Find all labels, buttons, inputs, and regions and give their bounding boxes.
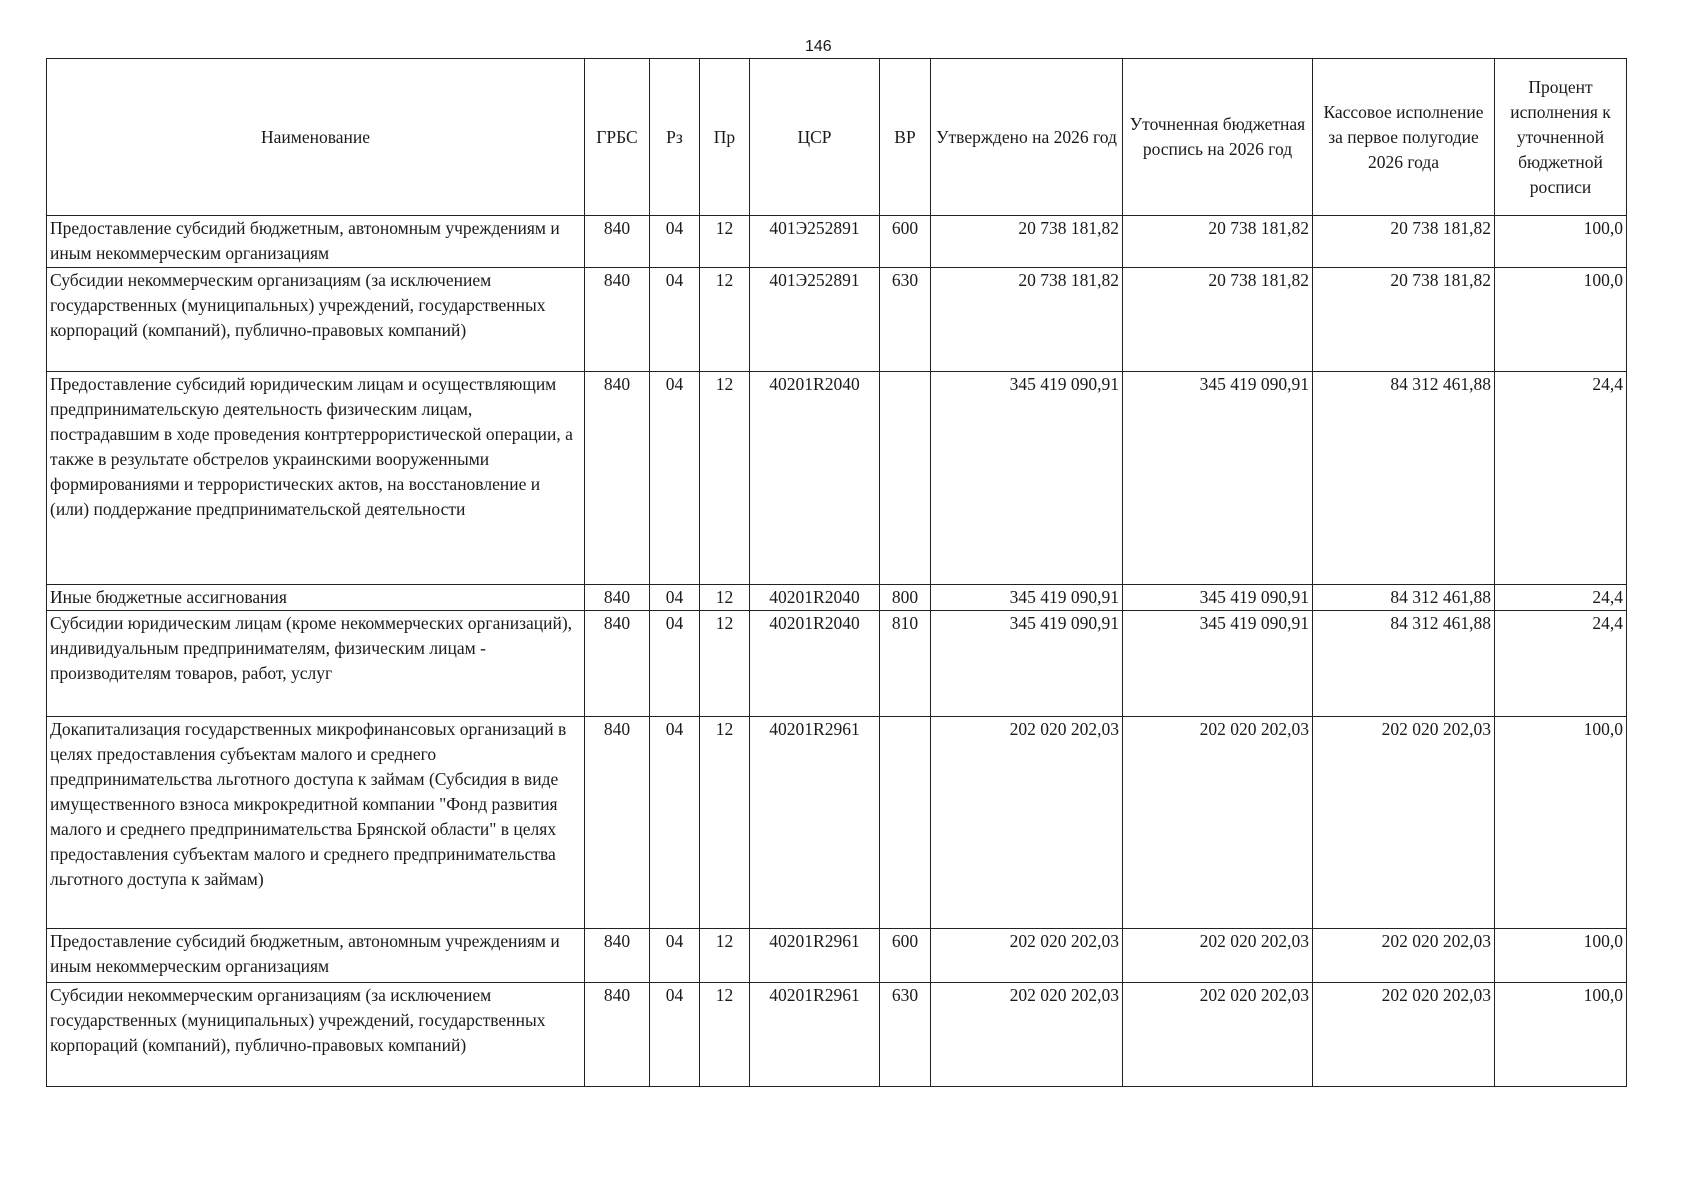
table-row — [47, 268, 1627, 372]
row-rz: 04 — [650, 611, 700, 717]
header-cash: Кассовое исполнение за первое полугодие 2026 года — [1313, 59, 1495, 216]
row-csr: 40201R2040 — [750, 585, 880, 611]
row-cash: 202 020 202,03 — [1313, 717, 1495, 929]
row-grbs: 840 — [585, 585, 650, 611]
row-name: Предоставление субсидий бюджетным, автономным учреждениям и иным некоммерческим организациям — [47, 216, 585, 268]
row-rz: 04 — [650, 717, 700, 929]
row-name: Предоставление субсидий юридическим лицам и осуществляющим предпринимательскую деятельность физическим лицам, пострадавшим в ходе проведения контртеррористической операции, а также в результате обстрелов украинскими вооруженными формированиями и террористических актов, на восстановление и (или) поддержание предпринимательской деятельности — [47, 372, 585, 585]
row-percent: 24,4 — [1495, 585, 1627, 611]
row-refined: 345 419 090,91 — [1123, 372, 1313, 585]
row-vr: 600 — [880, 929, 931, 983]
page-number: 146 — [805, 38, 832, 55]
row-approved: 20 738 181,82 — [931, 216, 1123, 268]
row-csr: 401Э252891 — [750, 216, 880, 268]
row-grbs: 840 — [585, 611, 650, 717]
row-name: Субсидии некоммерческим организациям (за исключением государственных (муниципальных) учреждений, государственных корпораций (компаний), публично-правовых компаний) — [47, 983, 585, 1087]
header-approved: Утверждено на 2026 год — [931, 59, 1123, 216]
row-csr: 40201R2040 — [750, 611, 880, 717]
row-refined: 345 419 090,91 — [1123, 585, 1313, 611]
row-approved: 345 419 090,91 — [931, 372, 1123, 585]
row-cash: 202 020 202,03 — [1313, 929, 1495, 983]
row-approved: 345 419 090,91 — [931, 611, 1123, 717]
table-row — [47, 585, 1627, 611]
row-cash: 84 312 461,88 — [1313, 611, 1495, 717]
row-refined: 20 738 181,82 — [1123, 216, 1313, 268]
header-refined: Уточненная бюджетная роспись на 2026 год — [1123, 59, 1313, 216]
budget-table — [46, 58, 1627, 1087]
table-row — [47, 611, 1627, 717]
row-rz: 04 — [650, 372, 700, 585]
row-percent: 100,0 — [1495, 216, 1627, 268]
row-vr: 800 — [880, 585, 931, 611]
row-rz: 04 — [650, 268, 700, 372]
row-grbs: 840 — [585, 216, 650, 268]
row-rz: 04 — [650, 983, 700, 1087]
row-rz: 04 — [650, 585, 700, 611]
row-pr: 12 — [700, 268, 750, 372]
table-row — [47, 717, 1627, 929]
row-pr: 12 — [700, 983, 750, 1087]
header-name: Наименование — [47, 59, 585, 216]
row-pr: 12 — [700, 929, 750, 983]
row-cash: 202 020 202,03 — [1313, 983, 1495, 1087]
table-row — [47, 983, 1627, 1087]
table-row — [47, 929, 1627, 983]
header-pr: Пр — [700, 59, 750, 216]
row-pr: 12 — [700, 585, 750, 611]
header-percent: Процент исполнения к уточненной бюджетной росписи — [1495, 59, 1627, 216]
row-cash: 20 738 181,82 — [1313, 268, 1495, 372]
row-vr — [880, 717, 931, 929]
row-percent: 100,0 — [1495, 717, 1627, 929]
row-grbs: 840 — [585, 929, 650, 983]
row-grbs: 840 — [585, 717, 650, 929]
row-name: Субсидии некоммерческим организациям (за исключением государственных (муниципальных) учреждений, государственных корпораций (компаний), публично-правовых компаний) — [47, 268, 585, 372]
row-approved: 202 020 202,03 — [931, 929, 1123, 983]
row-percent: 24,4 — [1495, 611, 1627, 717]
row-refined: 20 738 181,82 — [1123, 268, 1313, 372]
row-csr: 40201R2961 — [750, 929, 880, 983]
row-approved: 202 020 202,03 — [931, 983, 1123, 1087]
row-refined: 202 020 202,03 — [1123, 983, 1313, 1087]
row-percent: 24,4 — [1495, 372, 1627, 585]
row-rz: 04 — [650, 929, 700, 983]
row-vr: 810 — [880, 611, 931, 717]
row-name: Иные бюджетные ассигнования — [47, 585, 585, 611]
row-pr: 12 — [700, 611, 750, 717]
row-vr — [880, 372, 931, 585]
row-percent: 100,0 — [1495, 983, 1627, 1087]
row-name: Докапитализация государственных микрофинансовых организаций в целях предоставления субъектам малого и среднего предпринимательства льготного доступа к займам (Субсидия в виде имущественного взноса микрокредитной компании "Фонд развития малого и среднего предпринимательства Брянской области" в целях предоставления субъектам малого и среднего предпринимательства льготного доступа к займам) — [47, 717, 585, 929]
row-csr: 40201R2040 — [750, 372, 880, 585]
row-pr: 12 — [700, 216, 750, 268]
row-approved: 20 738 181,82 — [931, 268, 1123, 372]
row-pr: 12 — [700, 372, 750, 585]
row-cash: 84 312 461,88 — [1313, 585, 1495, 611]
row-cash: 20 738 181,82 — [1313, 216, 1495, 268]
row-grbs: 840 — [585, 372, 650, 585]
row-percent: 100,0 — [1495, 929, 1627, 983]
row-pr: 12 — [700, 717, 750, 929]
row-csr: 40201R2961 — [750, 717, 880, 929]
table-row — [47, 372, 1627, 585]
row-approved: 345 419 090,91 — [931, 585, 1123, 611]
row-refined: 202 020 202,03 — [1123, 929, 1313, 983]
row-grbs: 840 — [585, 268, 650, 372]
row-csr: 40201R2961 — [750, 983, 880, 1087]
row-cash: 84 312 461,88 — [1313, 372, 1495, 585]
row-rz: 04 — [650, 216, 700, 268]
row-refined: 345 419 090,91 — [1123, 611, 1313, 717]
table-row — [47, 216, 1627, 268]
header-rz: Рз — [650, 59, 700, 216]
row-vr: 630 — [880, 268, 931, 372]
row-vr: 630 — [880, 983, 931, 1087]
row-approved: 202 020 202,03 — [931, 717, 1123, 929]
header-grbs: ГРБС — [585, 59, 650, 216]
row-name: Субсидии юридическим лицам (кроме некоммерческих организаций), индивидуальным предпринимателям, физическим лицам - производителям товаров, работ, услуг — [47, 611, 585, 717]
row-refined: 202 020 202,03 — [1123, 717, 1313, 929]
row-csr: 401Э252891 — [750, 268, 880, 372]
row-grbs: 840 — [585, 983, 650, 1087]
header-csr: ЦСР — [750, 59, 880, 216]
header-vr: ВР — [880, 59, 931, 216]
table-header-row — [47, 59, 1627, 216]
row-vr: 600 — [880, 216, 931, 268]
row-name: Предоставление субсидий бюджетным, автономным учреждениям и иным некоммерческим организациям — [47, 929, 585, 983]
row-percent: 100,0 — [1495, 268, 1627, 372]
